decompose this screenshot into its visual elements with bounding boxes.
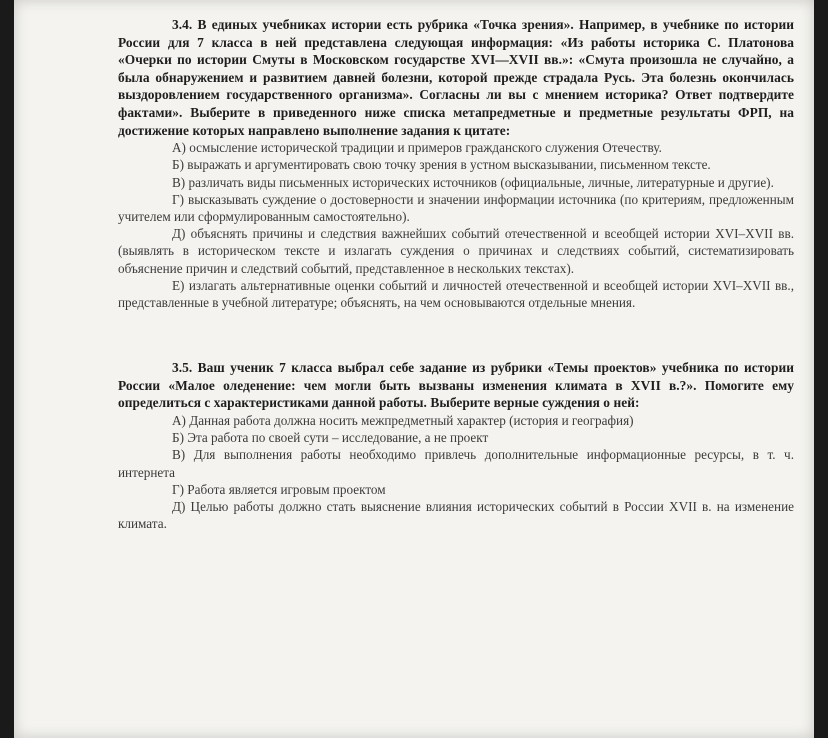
- option-3-4-d: Г) высказывать суждение о достоверности и значении информации источника (по критериям, предложенным учителем или сформулированным самостоятельно).: [118, 191, 794, 224]
- option-3-4-b: Б) выражать и аргументировать свою точку зрения в устном высказывании, письменном тексте.: [172, 157, 711, 173]
- document-page: [14, 0, 814, 738]
- option-3-4-f: Е) излагать альтернативные оценки событий и личностей отечественной и всеобщей истории XVI–XVII вв., представленные в учебной литературе; объяснять, на чем основываются отдельные мнения.: [118, 277, 794, 310]
- section-spacer: [118, 311, 794, 359]
- option-3-5-b: Б) Эта работа по своей сути – исследование, а не проект: [172, 430, 489, 446]
- question-3-4: 3.4. В единых учебниках истории есть рубрика «Точка зрения». Например, в учебнике по истории России для 7 класса в ней представлена следующая информация: «Из работы историка С. Платонова «Очерки по истории Смуты в Московском государстве XVI—XVII вв.»: «Смута произошла не случайно, а была обнаружением и развитием давней болезни, которой прежде страдала Русь. Эта болезнь окончилась выздоровлением государственного организма». Согласны ли вы с мнением историка? Ответ подтвердите фактами». Выберите в приведенного ниже списка метапредметные и предметные результаты ФРП, на достижение которых направлено выполнение задания к цитате:: [118, 17, 794, 138]
- option-3-5-a: А) Данная работа должна носить межпредметный характер (история и география): [172, 412, 634, 428]
- option-3-5-c: В) Для выполнения работы необходимо привлечь дополнительные информационные ресурсы, в т. ч. интернета: [118, 447, 794, 480]
- option-3-5-d: Г) Работа является игровым проектом: [172, 481, 386, 497]
- option-3-4-a: А) осмысление исторической традиции и примеров гражданского служения Отечеству.: [172, 140, 662, 156]
- option-3-4-c: В) различать виды письменных исторических источников (официальные, личные, литературные и другие).: [172, 174, 774, 190]
- page-content: [118, 16, 794, 532]
- option-3-5-e: Д) Целью работы должно стать выяснение влияния исторических событий в России XVII в. на изменение климата.: [118, 498, 794, 532]
- question-3-5: 3.5. Ваш ученик 7 класса выбрал себе задание из рубрики «Темы проектов» учебника по истории России «Малое оледенение: чем могли быть вызваны изменения климата в XVII в.?». Помогите ему определиться с характеристиками данной работы. Выберите верные суждения о ней:: [118, 360, 794, 411]
- option-3-4-e: Д) объяснять причины и следствия важнейших событий отечественной и всеобщей истории XVI–XVII вв. (выявлять в историческом тексте и излагать суждения о причинах и следствиях событий, систематизировать объяснение причин и следствий событий, представленное в нескольких текстах).: [118, 226, 794, 276]
